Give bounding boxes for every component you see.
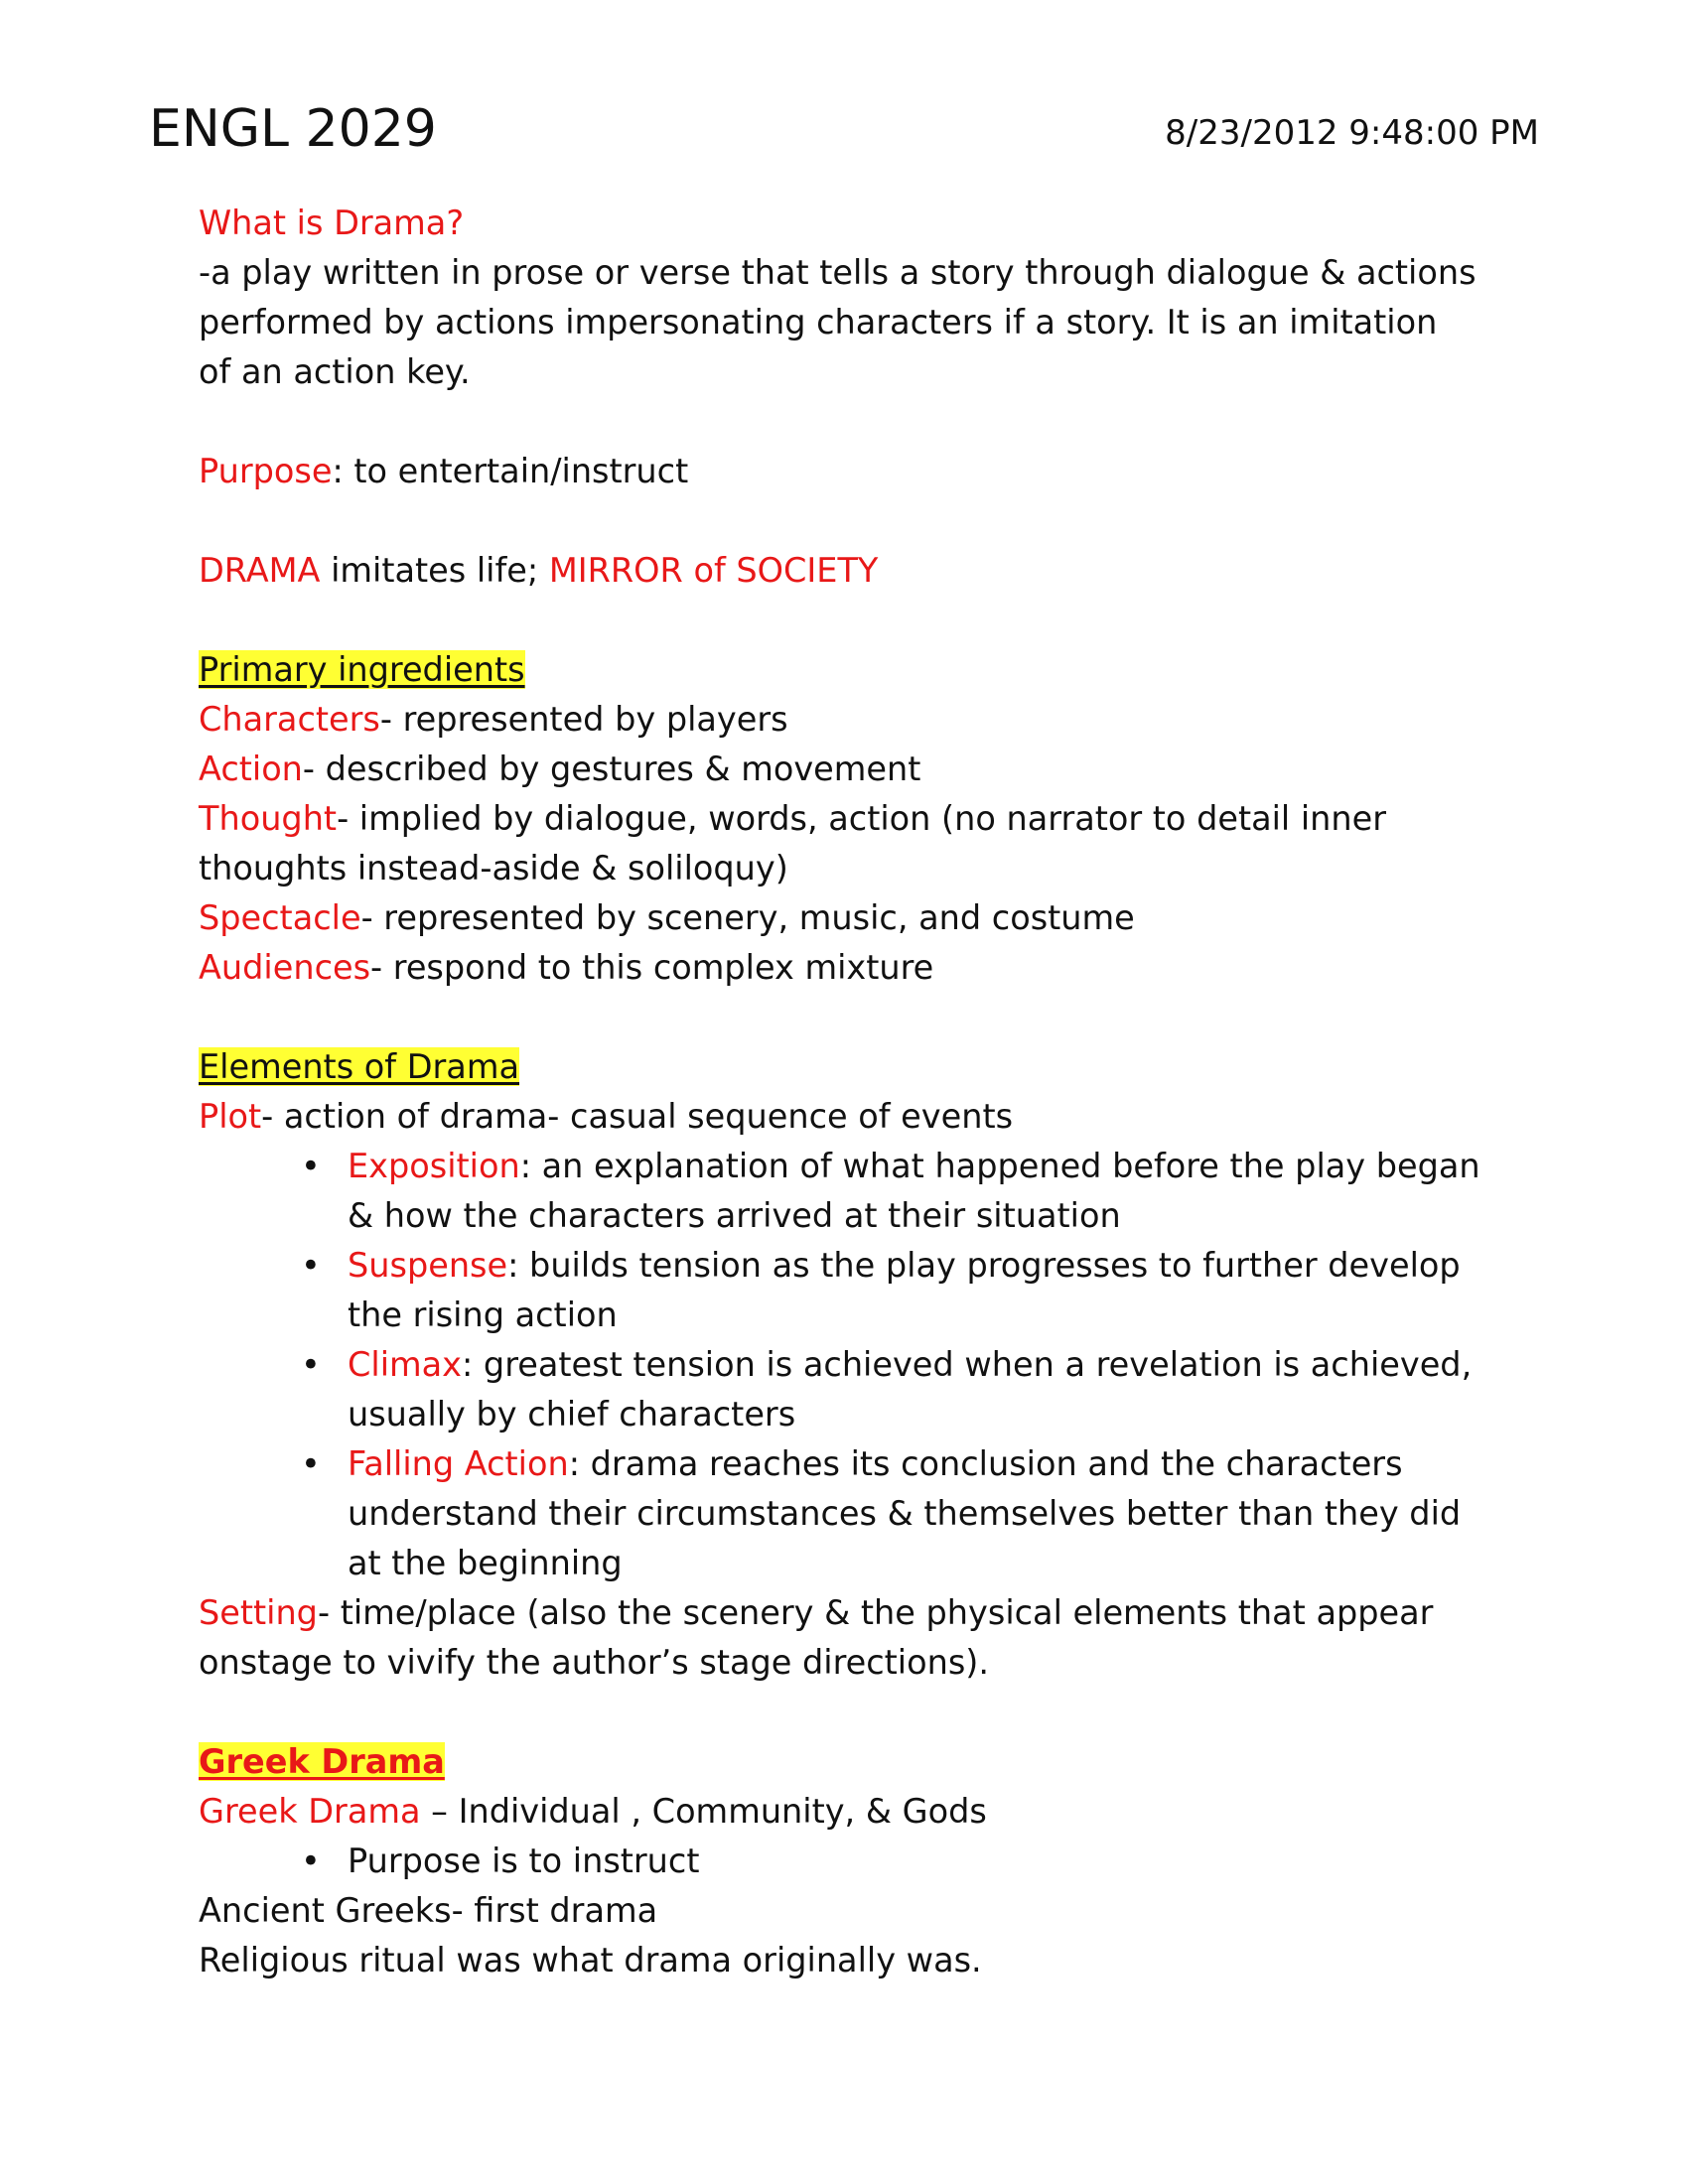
falling-action-term: Falling Action [348,1444,569,1483]
thought-line [199,794,1499,844]
list-item [199,1439,1499,1588]
action-line [199,745,1499,794]
bullet-icon: • [301,1444,321,1483]
religious-ritual-line: Religious ritual was what drama originally was. [199,1941,982,1979]
greek-drama-term: Greek Drama [199,1792,421,1831]
list-item-line: understand their circumstances & themselves better than they did [348,1494,1462,1533]
purpose-label: Purpose [199,452,333,490]
list-item [199,1340,1499,1439]
list-item [199,1241,1499,1340]
spacer [199,993,1499,1042]
definition-line-2: performed by actions impersonating characters if a story. It is an imitation [199,303,1438,341]
setting-line-cont: onstage to vivify the author’s stage directions). [199,1643,989,1682]
thought-term: Thought [199,799,338,838]
list-item-line [348,1439,1499,1489]
list-item-line [348,1241,1499,1291]
plot-bullets [199,1142,1499,1588]
spectacle-desc: - represented by scenery, music, and costume [360,898,1135,937]
thought-line-cont: thoughts instead-aside & soliloquy) [199,849,788,887]
plot-term: Plot [199,1097,262,1136]
climax-desc: : greatest tension is achieved when a revelation is achieved, [462,1345,1473,1384]
characters-line [199,695,1499,745]
drama-question: What is Drama? [199,204,465,242]
setting-desc: - time/place (also the scenery & the physical elements that appear [317,1593,1434,1632]
characters-term: Characters [199,700,380,739]
greek-drama-desc: – Individual , Community, & Gods [420,1792,987,1831]
plot-line [199,1092,1499,1142]
spacer [199,496,1499,546]
purpose-text: : to entertain/instruct [332,452,689,490]
spacer [199,397,1499,447]
elements-heading: Elements of Drama [199,1047,519,1086]
spectacle-term: Spectacle [199,898,361,937]
bullet-icon: • [301,1147,321,1185]
setting-term: Setting [199,1593,318,1632]
list-item-line [348,1340,1499,1390]
greek-purpose-text: Purpose is to instruct [348,1842,700,1880]
notes-body [199,199,1499,1985]
audiences-desc: - respond to this complex mixture [370,948,934,987]
definition-line-1: -a play written in prose or verse that tells a story through dialogue & actions [199,253,1477,292]
list-item [199,1142,1499,1241]
spectacle-line [199,893,1499,943]
exposition-term: Exposition [348,1147,520,1185]
mirror-line [199,546,1499,596]
page-header [149,99,1539,169]
action-term: Action [199,750,303,788]
ancient-greeks-line: Ancient Greeks- first drama [199,1891,658,1930]
greek-bullets [199,1837,1499,1886]
greek-drama-line [199,1787,1499,1837]
exposition-desc: : an explanation of what happened before the play began [519,1147,1480,1185]
drama-text: imitates life; [320,551,549,590]
list-item [199,1837,1499,1886]
suspense-term: Suspense [348,1246,508,1285]
primary-ingredients-heading: Primary ingredients [199,650,525,689]
bullet-icon: • [301,1842,321,1880]
list-item-line [348,1142,1499,1191]
falling-action-desc: : drama reaches its conclusion and the characters [568,1444,1403,1483]
timestamp: 8/23/2012 9:48:00 PM [1165,113,1539,153]
plot-desc: - action of drama- casual sequence of events [261,1097,1014,1136]
characters-desc: - represented by players [379,700,788,739]
course-title: ENGL 2029 [149,99,437,159]
purpose-line [199,447,1499,496]
definition-line-3: of an action key. [199,352,471,391]
bullet-icon: • [301,1246,321,1285]
greek-heading-row [199,1737,1499,1787]
list-item-line: the rising action [348,1296,618,1334]
audiences-line [199,943,1499,993]
suspense-desc: : builds tension as the play progresses to further develop [507,1246,1461,1285]
list-item-line: at the beginning [348,1544,623,1582]
primary-ingredients-heading-row [199,645,1499,695]
audiences-term: Audiences [199,948,371,987]
spacer [199,1688,1499,1737]
setting-line [199,1588,1499,1638]
mirror-label: MIRROR of SOCIETY [548,551,879,590]
list-item-line: usually by chief characters [348,1395,796,1433]
spacer [199,596,1499,645]
thought-desc: - implied by dialogue, words, action (no narrator to detail inner [337,799,1387,838]
drama-label: DRAMA [199,551,321,590]
elements-heading-row [199,1042,1499,1092]
list-item-line: & how the characters arrived at their situation [348,1196,1121,1235]
bullet-icon: • [301,1345,321,1384]
action-desc: - described by gestures & movement [302,750,921,788]
climax-term: Climax [348,1345,462,1384]
greek-drama-heading: Greek Drama [199,1742,445,1781]
